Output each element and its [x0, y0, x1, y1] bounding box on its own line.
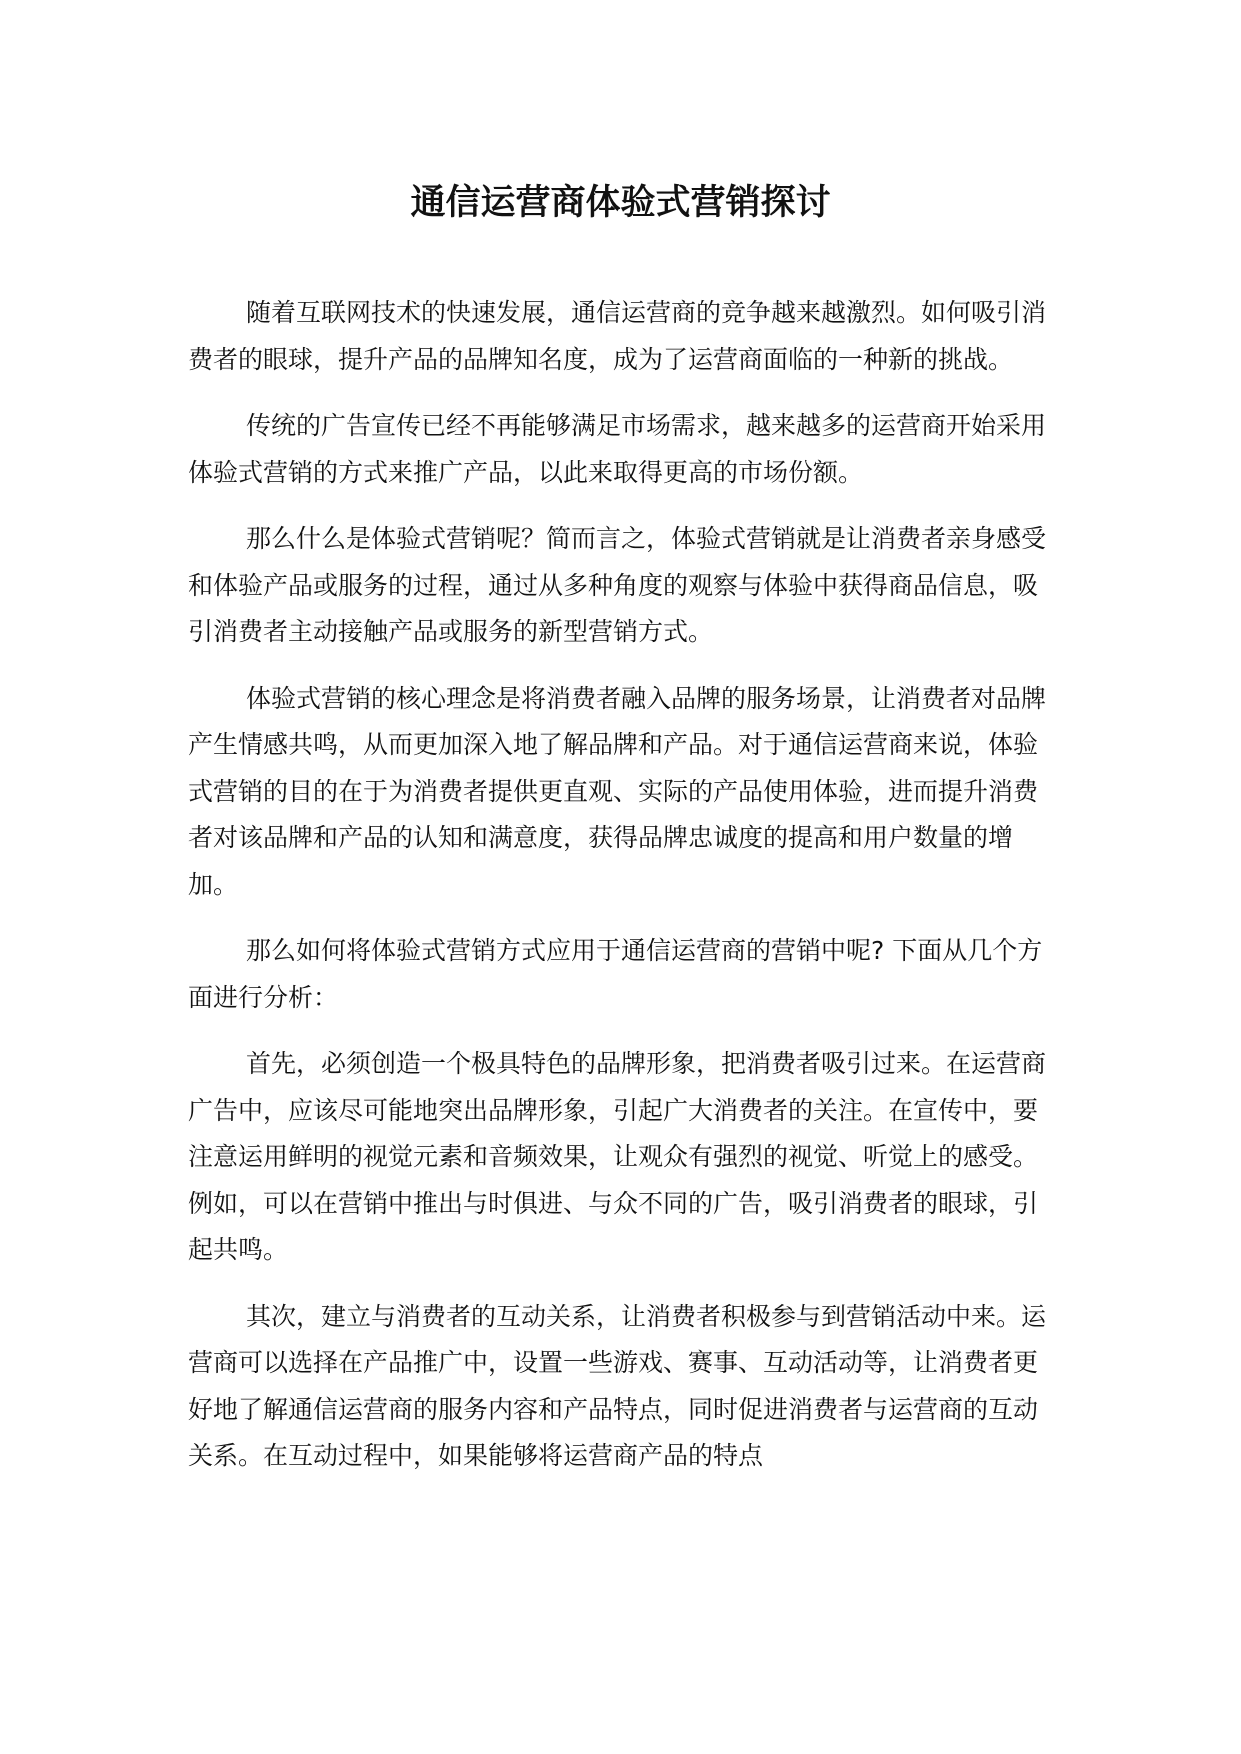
- paragraph-4: 体验式营销的核心理念是将消费者融入品牌的服务场景，让消费者对品牌产生情感共鸣，从而更加深入地了解品牌和产品。对于通信运营商来说，体验式营销的目的在于为消费者提供更直观、实际的产品使用体验，进而提升消费者对该品牌和产品的认知和满意度，获得品牌忠诚度的提高和用户数量的增加。: [188, 683, 1047, 899]
- paragraph-6: 首先，必须创造一个极具特色的品牌形象，把消费者吸引过来。在运营商广告中，应该尽可能地突出品牌形象，引起广大消费者的关注。在宣传中，要注意运用鲜明的视觉元素和音频效果，让观众有强烈的视觉、听觉上的感受。例如，可以在营销中推出与时俱进、与众不同的广告，吸引消费者的眼球，引起共鸣。: [188, 1049, 1047, 1264]
- paragraph-7: 其次，建立与消费者的互动关系，让消费者积极参与到营销活动中来。运营商可以选择在产品推广中，设置一些游戏、赛事、互动活动等，让消费者更好地了解通信运营商的服务内容和产品特点，同时促进消费者与运营商的互动关系。在互动过程中，如果能够将运营商产品的特点: [188, 1301, 1047, 1470]
- paragraph-1: 随着互联网技术的快速发展，通信运营商的竞争越来越激烈。如何吸引消费者的眼球，提升产品的品牌知名度，成为了运营商面临的一种新的挑战。: [188, 298, 1047, 374]
- paragraph-3: 那么什么是体验式营销呢？简而言之，体验式营销就是让消费者亲身感受和体验产品或服务的过程，通过从多种角度的观察与体验中获得商品信息，吸引消费者主动接触产品或服务的新型营销方式。: [188, 524, 1047, 646]
- paragraph-5: 那么如何将体验式营销方式应用于通信运营商的营销中呢? 下面从几个方面进行分析：: [188, 936, 1043, 1012]
- document-body: [188, 290, 1054, 1500]
- document-title: 通信运营商体验式营销探讨: [410, 183, 831, 223]
- paragraph-2: 传统的广告宣传已经不再能够满足市场需求，越来越多的运营商开始采用体验式营销的方式来推广产品，以此来取得更高的市场份额。: [188, 411, 1047, 487]
